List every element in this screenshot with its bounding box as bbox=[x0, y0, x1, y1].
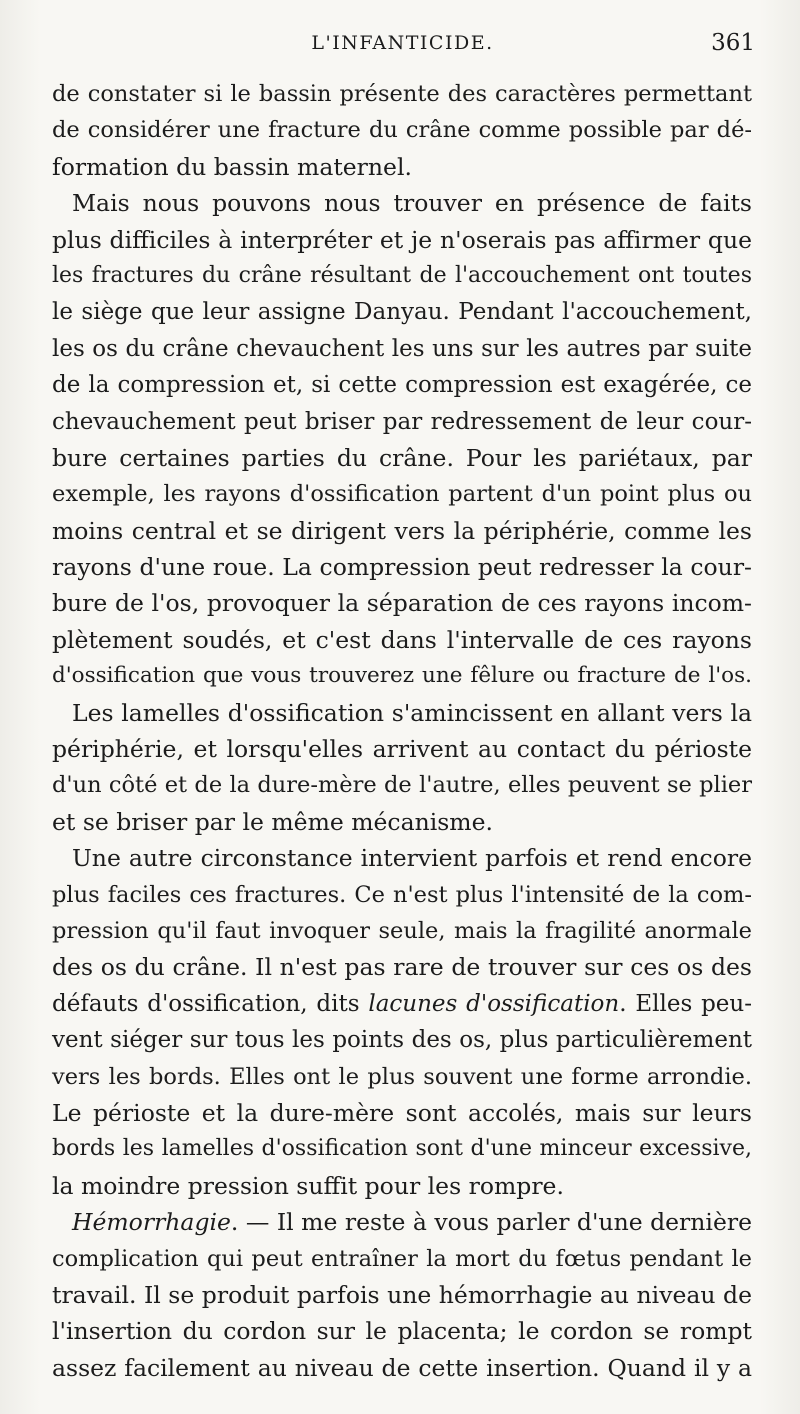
text-line bbox=[52, 1095, 752, 1131]
text-line bbox=[52, 840, 752, 876]
text-line bbox=[52, 913, 752, 949]
line-text: Les lamelles d'ossification s'amincissent en allant vers la bbox=[72, 698, 752, 727]
line-text: périphérie, et lorsqu'elles arrivent au contact du périoste bbox=[52, 735, 752, 764]
line-text: de considérer une fracture du crâne comme possible par dé- bbox=[52, 117, 752, 144]
text-line bbox=[52, 76, 752, 112]
line-text: Le périoste et la dure-mère sont accolés, mais sur leurs bbox=[52, 1098, 752, 1127]
line-text: exemple, les rayons d'ossification partent d'un point plus ou bbox=[52, 481, 752, 508]
text-line bbox=[52, 1022, 752, 1058]
text-line bbox=[52, 185, 752, 221]
line-text: de la compression et, si cette compression est exagérée, ce bbox=[52, 372, 752, 399]
text-line bbox=[52, 622, 752, 658]
line-text: . — Il me reste à vous parler d'une dernière bbox=[230, 1208, 752, 1237]
line-text: et se briser par le même mécanisme. bbox=[52, 807, 493, 836]
text-line bbox=[52, 331, 752, 367]
line-text: formation du bassin maternel. bbox=[52, 152, 412, 181]
text-line bbox=[52, 1313, 752, 1349]
text-line bbox=[52, 877, 752, 913]
text-line bbox=[52, 658, 752, 694]
line-text: de constater si le bassin présente des caractères permettant bbox=[52, 81, 752, 107]
text-line bbox=[52, 404, 752, 440]
text-line bbox=[52, 367, 752, 403]
text-line bbox=[52, 804, 752, 840]
text-line bbox=[52, 1204, 752, 1240]
running-title: L'INFANTICIDE. bbox=[311, 32, 494, 54]
line-text: pression qu'il faut invoquer seule, mais la fragilité anormale bbox=[52, 917, 752, 944]
line-text: bords les lamelles d'ossification sont d'une minceur excessive, bbox=[52, 1136, 752, 1162]
line-text: d'ossification que vous trouverez une fêlure ou fracture de l'os. bbox=[52, 663, 752, 689]
line-text: chevauchement peut briser par redressement de leur cour- bbox=[52, 408, 752, 435]
line-text: l'insertion du cordon sur le placenta; le cordon se rompt bbox=[52, 1317, 752, 1346]
line-text: des os du crâne. Il n'est pas rare de trouver sur ces os des bbox=[52, 953, 752, 982]
text-line bbox=[52, 1131, 752, 1167]
text-line bbox=[52, 986, 752, 1022]
line-text: vers les bords. Elles ont le plus souvent une forme arrondie. bbox=[52, 1063, 752, 1090]
text-line bbox=[52, 949, 752, 985]
line-text: la moindre pression suffit pour les rompre. bbox=[52, 1171, 564, 1200]
text-line bbox=[52, 513, 752, 549]
page-number: 361 bbox=[711, 30, 755, 56]
line-text: complication qui peut entraîner la mort du fœtus pendant le bbox=[52, 1245, 752, 1272]
text-line bbox=[52, 1059, 752, 1095]
text-line bbox=[52, 222, 752, 258]
text-line bbox=[52, 549, 752, 585]
text-line bbox=[52, 767, 752, 803]
text-line bbox=[52, 731, 752, 767]
text-line bbox=[52, 1241, 752, 1277]
line-text: défauts d'ossification, dits bbox=[52, 990, 369, 1017]
text-line bbox=[52, 1277, 752, 1313]
italic-term: Hémorrhagie bbox=[72, 1208, 231, 1237]
line-text: bure de l'os, provoquer la séparation de ces rayons incom- bbox=[52, 589, 752, 618]
line-text: le siège que leur assigne Danyau. Pendant l'accouchement, bbox=[52, 299, 752, 326]
text-line bbox=[52, 476, 752, 512]
line-text: bure certaines parties du crâne. Pour les pariétaux, par bbox=[52, 443, 752, 472]
italic-term: lacunes d'ossification bbox=[368, 990, 620, 1017]
line-text: les fractures du crâne résultant de l'accouchement ont toutes bbox=[52, 262, 752, 288]
line-text: d'un côté et de la dure-mère de l'autre, elles peuvent se plier bbox=[52, 772, 752, 799]
line-text: rayons d'une roue. La compression peut redresser la cour- bbox=[52, 553, 752, 582]
line-text: Mais nous pouvons nous trouver en présence de faits bbox=[72, 189, 752, 218]
text-line bbox=[52, 112, 752, 148]
line-text: . Elles peu- bbox=[619, 990, 752, 1017]
text-line bbox=[52, 440, 752, 476]
line-text: plus difficiles à interpréter et je n'oserais pas affirmer que bbox=[52, 225, 752, 254]
page-header bbox=[50, 32, 755, 62]
text-line bbox=[52, 1350, 752, 1386]
line-text: plus faciles ces fractures. Ce n'est plus l'intensité de la com- bbox=[52, 881, 752, 908]
text-line bbox=[52, 695, 752, 731]
text-line bbox=[52, 294, 752, 330]
text-line bbox=[52, 149, 752, 185]
text-line bbox=[52, 258, 752, 294]
line-text: moins central et se dirigent vers la périphérie, comme les bbox=[52, 516, 752, 545]
text-line bbox=[52, 585, 752, 621]
line-text: vent siéger sur tous les points des os, plus particulièrement bbox=[52, 1027, 752, 1054]
text-line bbox=[52, 1168, 752, 1204]
line-text: Une autre circonstance intervient parfois et rend encore bbox=[72, 844, 752, 873]
line-text: les os du crâne chevauchent les uns sur les autres par suite bbox=[52, 335, 752, 362]
line-text: travail. Il se produit parfois une hémorrhagie au niveau de bbox=[52, 1280, 752, 1309]
body-text bbox=[52, 76, 752, 1386]
line-text: assez facilement au niveau de cette insertion. Quand il y a bbox=[52, 1353, 752, 1382]
line-text: plètement soudés, et c'est dans l'intervalle de ces rayons bbox=[52, 625, 752, 654]
